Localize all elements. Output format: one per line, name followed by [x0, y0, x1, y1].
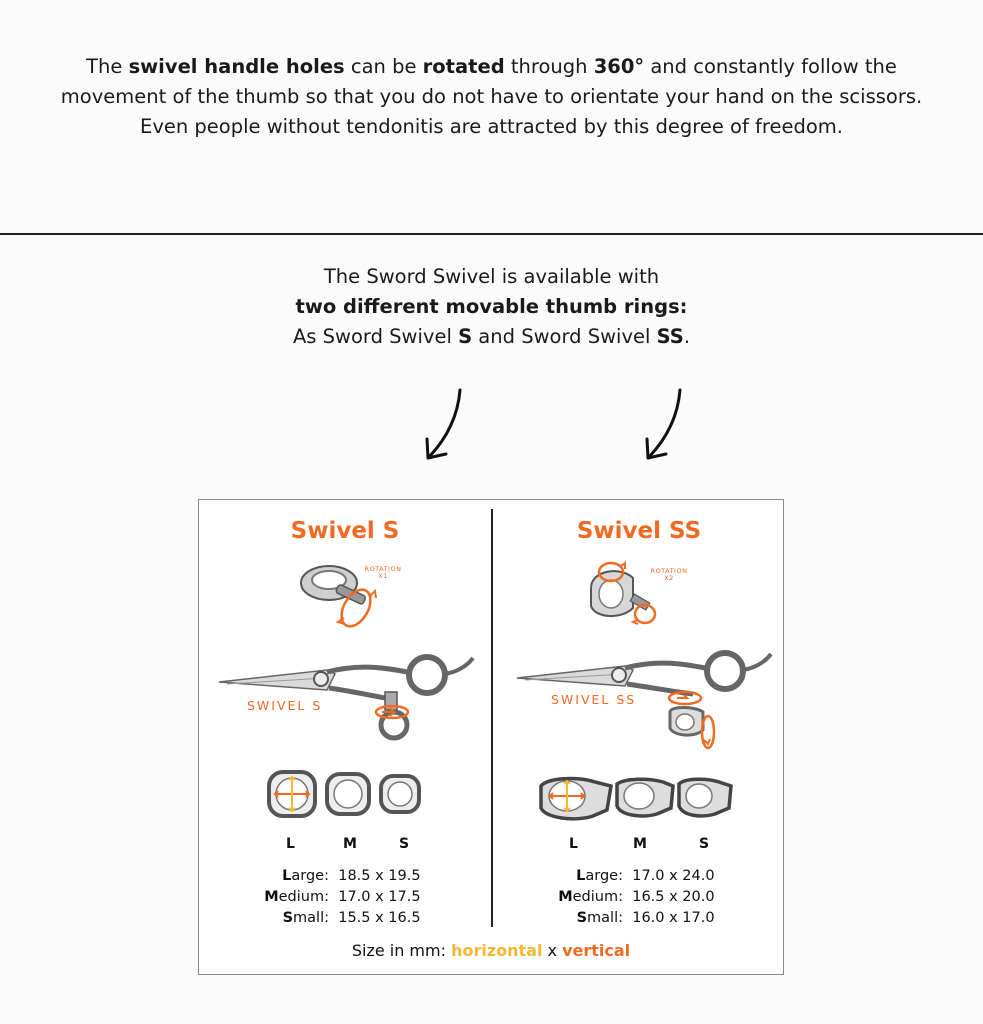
dim-initial: M — [264, 889, 279, 905]
rotation-label-line2: X2 — [664, 574, 674, 582]
model-label-swivel-ss: SWIVEL SS — [551, 692, 637, 707]
rotation-label — [645, 568, 693, 582]
intro-bold-360: 360° — [593, 55, 645, 78]
dim-value: 16.5 x 20.0 — [632, 889, 715, 905]
ring-medium-icon — [327, 774, 369, 814]
availability-line-1: The Sword Swivel is available with — [323, 265, 660, 288]
ring-size-icons — [265, 768, 425, 828]
dimensions-list — [557, 866, 715, 929]
dim-label: edium: — [278, 889, 329, 905]
swivel-comparison-panel — [198, 499, 784, 975]
dim-value: 17.0 x 17.5 — [338, 889, 421, 905]
avail-text-c: and Sword Swivel — [472, 325, 657, 348]
ring-small-icon — [381, 776, 419, 812]
size-letter-m: M — [633, 836, 647, 852]
intro-text-2: can be — [344, 55, 423, 78]
model-label-swivel-s: SWIVEL S — [247, 698, 323, 713]
arrow-down-left-icon — [640, 385, 690, 465]
avail-bold-ss: SS — [656, 325, 684, 348]
ring-large-icon — [269, 772, 315, 816]
ring-small-icon — [679, 779, 731, 816]
dimension-row-medium — [263, 887, 421, 908]
size-legend-x: x — [542, 941, 563, 960]
dimension-row-large — [557, 866, 715, 887]
ring-large-icon — [541, 779, 611, 819]
size-letter-s: S — [699, 836, 710, 852]
arrow-down-left-icon — [420, 385, 470, 465]
size-letter-s: S — [399, 836, 410, 852]
swivel-ss-column — [493, 500, 785, 940]
size-legend-horizontal: horizontal — [451, 941, 543, 960]
dim-label: mall: — [293, 910, 329, 926]
ring-medium-icon — [617, 779, 673, 816]
section-divider — [0, 233, 983, 235]
size-legend-prefix: Size in mm: — [351, 941, 452, 960]
rotation-label-line1: ROTATION — [364, 565, 402, 573]
size-legend — [199, 941, 783, 960]
dim-initial: S — [282, 910, 294, 926]
avail-text-e: . — [683, 325, 691, 348]
dim-value: 16.0 x 17.0 — [632, 910, 715, 926]
dim-value: 18.5 x 19.5 — [338, 868, 421, 884]
rotation-label-line1: ROTATION — [650, 567, 688, 575]
dimension-row-large — [263, 866, 421, 887]
dim-label: arge: — [585, 868, 623, 884]
intro-paragraph — [60, 52, 923, 142]
dimensions-list — [263, 866, 421, 929]
intro-text-1: The — [86, 55, 129, 78]
dim-initial: M — [558, 889, 573, 905]
size-letter-l: L — [569, 836, 578, 852]
ring-size-icons — [537, 772, 737, 828]
swivel-ss-title: Swivel SS — [576, 518, 702, 544]
size-letter-m: M — [343, 836, 357, 852]
dim-initial: L — [576, 868, 586, 884]
dim-label: arge: — [291, 868, 329, 884]
dimension-row-small — [263, 908, 421, 929]
availability-line-3 — [150, 322, 833, 352]
intro-text-3: through — [504, 55, 594, 78]
swivel-s-column — [199, 500, 491, 940]
dim-value: 15.5 x 16.5 — [338, 910, 421, 926]
avail-bold-s: S — [458, 325, 473, 348]
avail-text-a: As Sword Swivel — [292, 325, 459, 348]
size-letter-l: L — [286, 836, 295, 852]
dim-initial: S — [576, 910, 588, 926]
intro-text-4: and constantly follow the movement of the thumb so that you do not have to orientate your hand on the scissors. Even people without tendonitis are attracted by this degree of freedom. — [60, 55, 923, 138]
rotation-label — [359, 566, 407, 580]
intro-bold-swivel: swivel handle holes — [128, 55, 345, 78]
dimension-row-small — [557, 908, 715, 929]
dim-label: edium: — [572, 889, 623, 905]
size-legend-vertical: vertical — [562, 941, 631, 960]
dim-initial: L — [282, 868, 292, 884]
swivel-s-title: Swivel S — [290, 518, 400, 544]
rotation-label-line2: X1 — [378, 572, 388, 580]
dim-label: mall: — [587, 910, 623, 926]
intro-bold-rotated: rotated — [422, 55, 505, 78]
dimension-row-medium — [557, 887, 715, 908]
availability-text — [150, 262, 833, 352]
availability-line-2: two different movable thumb rings: — [295, 295, 688, 318]
dim-value: 17.0 x 24.0 — [632, 868, 715, 884]
